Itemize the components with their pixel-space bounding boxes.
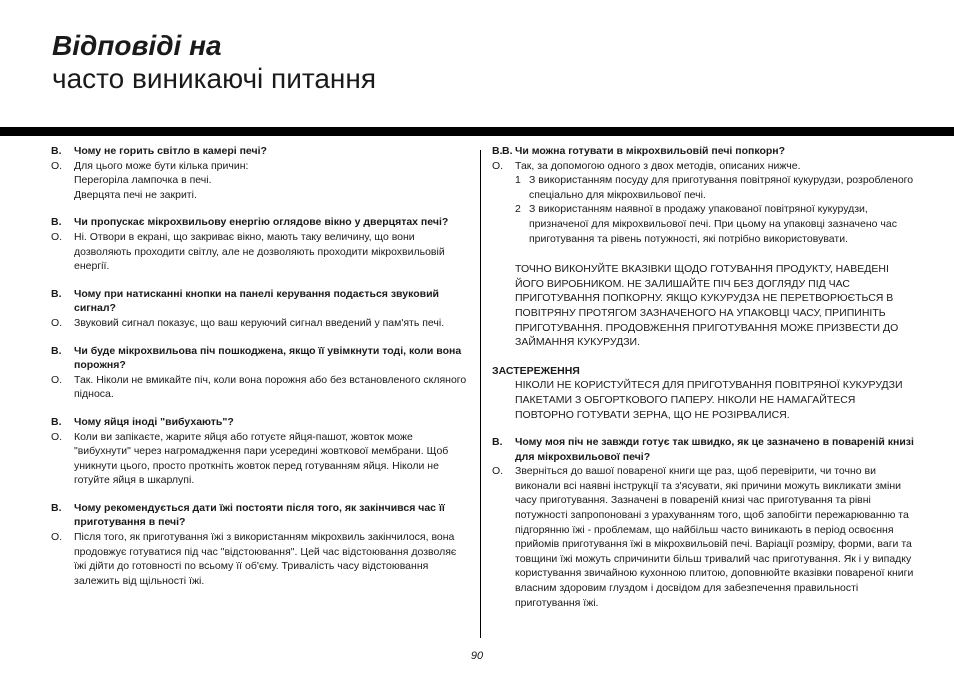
- faq-item: [51, 501, 467, 589]
- option-number: 2: [515, 203, 521, 216]
- answer: [51, 430, 467, 488]
- answer-prefix: О.: [51, 373, 63, 386]
- answer-text: Після того, як приготування їжі з використанням мікрохвиль закінчилося, вона продовжує готуватися під час "відстоювання". Цей час відстоювання дозволяє їжі дійти до готовності по всьому її об'єму. Тривалість часу відстоювання залежить від щільності їжі.: [74, 531, 457, 587]
- answer: [51, 316, 467, 331]
- question: [51, 144, 467, 159]
- answer-text: Для цього може бути кілька причин:: [74, 159, 249, 172]
- page-title-line1: Відповіді на: [52, 30, 222, 61]
- answer: [492, 464, 914, 610]
- question: [51, 501, 467, 530]
- answer-prefix: О.: [51, 430, 63, 443]
- page-title: [52, 30, 376, 96]
- question-text: Чому рекомендується дати їжі постояти після того, як закінчився час її приготування в печі?: [74, 501, 445, 529]
- question-text: Чому яйця іноді "вибухають"?: [74, 415, 234, 428]
- question-prefix: В.: [492, 145, 503, 157]
- question: [492, 435, 914, 464]
- question-text: Чому моя піч не завжди готує так швидко, як це зазначено в повареній книзі для мікрохвильової печі?: [515, 436, 914, 463]
- answer: [51, 230, 467, 274]
- faq-item: [492, 435, 914, 610]
- question-prefix: В.: [51, 287, 62, 300]
- answer-line: Перегоріла лампочка в печі.: [74, 174, 212, 187]
- popcorn-instructions: ТОЧНО ВИКОНУЙТЕ ВКАЗІВКИ ЩОДО ГОТУВАННЯ ПРОДУКТУ, НАВЕДЕНІ ЙОГО ВИРОБНИКОМ. НЕ ЗАЛИШАЙТЕ ПІЧ БЕЗ ДОГЛЯДУ ПІД ЧАС ПРИГОТУВАННЯ ПОПКОРНУ. ЯКЩО КУКУРУДЗА НЕ ПЕРЕТВОРЮЄТЬСЯ В ПОВІТРЯНУ ПРОТЯГОМ ЗАЗНАЧЕНОГО НА УПАКОВЦІ ЧАСУ, ПРИПИНІТЬ ПРИГОТУВАННЯ. ПРОДОВЖЕННЯ ПРИГОТУВАННЯ МОЖЕ ПРИЗВЕСТИ ДО ЗАЙМАННЯ КУКУРУДЗИ.: [515, 263, 899, 349]
- answer-prefix: О.: [492, 465, 504, 478]
- faq-item: [51, 215, 467, 273]
- question-prefix: В.: [51, 344, 62, 357]
- answer-option: [492, 173, 914, 202]
- answer-text: Так, за допомогою одного з двох методів, описаних нижче.: [515, 159, 801, 172]
- answer-prefix: О.: [51, 159, 63, 172]
- answer-option: [492, 202, 914, 246]
- header-rule: [0, 127, 954, 136]
- warning-heading: ЗАСТЕРЕЖЕННЯ: [492, 364, 580, 377]
- answer-prefix: О.: [51, 316, 63, 329]
- question-prefix: В.: [51, 415, 62, 428]
- question-text: Чи можна готувати в мікрохвильовій печі попкорн?: [515, 145, 786, 157]
- question: [51, 415, 467, 430]
- question-prefix: В.: [492, 436, 503, 449]
- page-title-line2: часто виникаючі питання: [52, 63, 377, 94]
- question: [51, 287, 467, 316]
- faq-item: [492, 144, 914, 350]
- question-text: Чи буде мікрохвильова піч пошкоджена, якщо її увімкнути тоді, коли вона порожня?: [74, 344, 462, 372]
- right-column: [492, 144, 914, 623]
- question-prefix: В.: [51, 216, 62, 229]
- column-divider: [480, 150, 481, 638]
- answer-text: Коли ви запікаєте, жарите яйця або готуєте яйця-пашот, жовток може "вибухнути" через нагромадження пари усередині жовткової мембрани. Щоб уникнути цього, просто проткніть жовток перед готуванням яйця. Ніколи не готуйте яйця в шкарлупі.: [74, 430, 449, 487]
- answer-prefix: О.: [51, 230, 63, 243]
- answer-prefix: О.: [51, 531, 63, 544]
- question: [492, 144, 914, 159]
- faq-item: [51, 287, 467, 331]
- answer-prefix: О.: [492, 159, 504, 172]
- answer: [51, 373, 467, 402]
- question-text: Чому при натисканні кнопки на панелі керування подається звуковий сигнал?: [74, 287, 439, 315]
- answer-line: Дверцята печі не закриті.: [74, 188, 197, 201]
- answer-text: Зверніться до вашої повареної книги ще раз, щоб перевірити, чи точно ви виконали всі наявні інструкції та з'ясувати, які причини можуть викликати зміни часу приготування. Зазначені в повареній книзі час приготування та рівні потужності запропоновані з урахуванням того, щоб запобігти пережарюванню та підгорянню їжі - проблемам, що найбільш часто виникають в період освоєння прийомів приготування їжі в мікрохвильовій печі. Варіації розміру, форми, ваги та товщини їжі можуть спричинити більш тривалий час приготування. Як і у випадку користування звичайною кухонною плитою, доповнюйте вказівки повареної книги власним здоровим глуздом і досвідом для забезпечення правильності приготування їжі.: [515, 465, 914, 609]
- question-text: Чи пропускає мікрохвильову енергію оглядове вікно у дверцятах печі?: [74, 216, 449, 229]
- answer: [492, 159, 914, 174]
- faq-item: [51, 415, 467, 488]
- question: [51, 215, 467, 230]
- answer-text: Ні. Отвори в екрані, що закриває вікно, мають таку величину, що вони дозволяють проходити світлу, але не дозволяють проходити мікрохвильовій енергії.: [74, 230, 445, 273]
- left-column: [51, 144, 467, 601]
- option-text: З використанням посуду для приготування повітряної кукурудзи, розробленого спеціально для мікрохвильової печі.: [529, 174, 914, 201]
- question-prefix: В.: [51, 145, 62, 157]
- answer: [51, 159, 467, 174]
- question: [51, 344, 467, 373]
- faq-item: [51, 344, 467, 402]
- option-number: 1: [515, 174, 521, 187]
- option-text: З використанням наявної в продажу упакованої повітряної кукурудзи, призначеної для мікрохвильової печі. При цьому на упаковці зазначено час приготування та рівень потужності, які потрібно використовувати.: [529, 203, 897, 245]
- answer-text: Звуковий сигнал показує, що ваш керуючий сигнал введений у пам'ять печі.: [74, 316, 445, 329]
- answer-text: Так. Ніколи не вмикайте піч, коли вона порожня або без встановленого скляного підноса.: [74, 373, 467, 401]
- question-prefix-repeat: В.: [502, 145, 513, 157]
- page-number: 90: [470, 650, 484, 662]
- faq-item: [51, 144, 467, 202]
- question-prefix: В.: [51, 501, 62, 514]
- warning-text: НІКОЛИ НЕ КОРИСТУЙТЕСЯ ДЛЯ ПРИГОТУВАННЯ ПОВІТРЯНОЇ КУКУРУДЗИ ПАКЕТАМИ З ОБГОРТКОВОГО ПАПЕРУ. НІКОЛИ НЕ НАМАГАЙТЕСЯ ПОВТОРНО ГОТУВАТИ ЗЕРНА, ЩО НЕ РОЗІРВАЛИСЯ.: [515, 379, 903, 421]
- answer: [51, 530, 467, 588]
- question-text: Чому не горить світло в камері печі?: [74, 145, 267, 157]
